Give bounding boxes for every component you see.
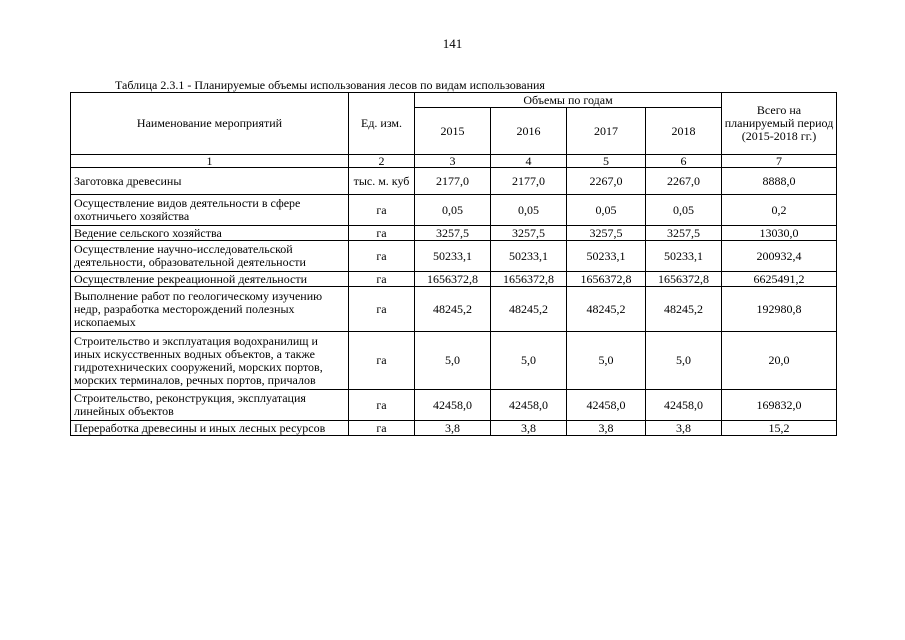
- value-cell: 48245,2: [567, 287, 646, 332]
- value-cell: 3257,5: [415, 226, 491, 241]
- activity-name: Заготовка древесины: [71, 168, 349, 195]
- table-caption: Таблица 2.3.1 - Планируемые объемы использования лесов по видам использования: [115, 78, 545, 92]
- unit-cell: га: [349, 195, 415, 226]
- unit-cell: га: [349, 287, 415, 332]
- value-cell: 2267,0: [567, 168, 646, 195]
- table-row: [71, 226, 837, 241]
- activity-name: Строительство и эксплуатация водохранилищ и иных искусственных водных объектов, а также гидротехнических сооружений, морских портов, морских терминалов, речных портов, причалов: [71, 332, 349, 390]
- header-total: Всего на планируемый период (2015-2018 гг.): [722, 93, 837, 155]
- value-cell: 1656372,8: [491, 272, 567, 287]
- table-row: [71, 390, 837, 421]
- table-row: [71, 332, 837, 390]
- value-cell: 48245,2: [491, 287, 567, 332]
- column-number: 5: [567, 155, 646, 168]
- table-row: [71, 421, 837, 436]
- activity-name: Строительство, реконструкция, эксплуатация линейных объектов: [71, 390, 349, 421]
- total-cell: 192980,8: [722, 287, 837, 332]
- total-cell: 13030,0: [722, 226, 837, 241]
- activity-name: Осуществление научно-исследовательской деятельности, образовательной деятельности: [71, 241, 349, 272]
- activity-name: Осуществление видов деятельности в сфере охотничьего хозяйства: [71, 195, 349, 226]
- value-cell: 1656372,8: [415, 272, 491, 287]
- column-number: 3: [415, 155, 491, 168]
- total-cell: 15,2: [722, 421, 837, 436]
- table-row: [71, 195, 837, 226]
- value-cell: 0,05: [491, 195, 567, 226]
- value-cell: 50233,1: [567, 241, 646, 272]
- header-unit: Ед. изм.: [349, 93, 415, 155]
- table-row: [71, 272, 837, 287]
- unit-cell: га: [349, 226, 415, 241]
- value-cell: 5,0: [415, 332, 491, 390]
- header-volumes-group: Объемы по годам: [415, 93, 722, 108]
- planned-volumes-table: [70, 92, 837, 436]
- column-number: 2: [349, 155, 415, 168]
- total-cell: 8888,0: [722, 168, 837, 195]
- value-cell: 42458,0: [567, 390, 646, 421]
- value-cell: 0,05: [646, 195, 722, 226]
- unit-cell: га: [349, 421, 415, 436]
- value-cell: 50233,1: [491, 241, 567, 272]
- value-cell: 42458,0: [646, 390, 722, 421]
- value-cell: 48245,2: [646, 287, 722, 332]
- value-cell: 5,0: [646, 332, 722, 390]
- unit-cell: тыс. м. куб: [349, 168, 415, 195]
- activity-name: Выполнение работ по геологическому изучению недр, разработка месторождений полезных ископаемых: [71, 287, 349, 332]
- value-cell: 50233,1: [415, 241, 491, 272]
- column-number: 1: [71, 155, 349, 168]
- header-year: 2016: [491, 108, 567, 155]
- value-cell: 3257,5: [491, 226, 567, 241]
- value-cell: 2267,0: [646, 168, 722, 195]
- activity-name: Ведение сельского хозяйства: [71, 226, 349, 241]
- value-cell: 1656372,8: [567, 272, 646, 287]
- activity-name: Переработка древесины и иных лесных ресурсов: [71, 421, 349, 436]
- total-cell: 20,0: [722, 332, 837, 390]
- value-cell: 1656372,8: [646, 272, 722, 287]
- value-cell: 5,0: [567, 332, 646, 390]
- header-year: 2015: [415, 108, 491, 155]
- value-cell: 50233,1: [646, 241, 722, 272]
- header-year: 2018: [646, 108, 722, 155]
- table-row: [71, 287, 837, 332]
- value-cell: 42458,0: [491, 390, 567, 421]
- value-cell: 48245,2: [415, 287, 491, 332]
- value-cell: 5,0: [491, 332, 567, 390]
- column-number: 6: [646, 155, 722, 168]
- total-cell: 169832,0: [722, 390, 837, 421]
- column-number: 7: [722, 155, 837, 168]
- value-cell: 3,8: [491, 421, 567, 436]
- total-cell: 6625491,2: [722, 272, 837, 287]
- value-cell: 3,8: [567, 421, 646, 436]
- header-name: Наименование мероприятий: [71, 93, 349, 155]
- value-cell: 3,8: [415, 421, 491, 436]
- activity-name: Осуществление рекреационной деятельности: [71, 272, 349, 287]
- value-cell: 3,8: [646, 421, 722, 436]
- value-cell: 3257,5: [567, 226, 646, 241]
- unit-cell: га: [349, 272, 415, 287]
- total-cell: 0,2: [722, 195, 837, 226]
- value-cell: 2177,0: [491, 168, 567, 195]
- column-number: 4: [491, 155, 567, 168]
- value-cell: 0,05: [415, 195, 491, 226]
- unit-cell: га: [349, 332, 415, 390]
- table-row: [71, 241, 837, 272]
- unit-cell: га: [349, 241, 415, 272]
- header-year: 2017: [567, 108, 646, 155]
- value-cell: 2177,0: [415, 168, 491, 195]
- total-cell: 200932,4: [722, 241, 837, 272]
- unit-cell: га: [349, 390, 415, 421]
- value-cell: 3257,5: [646, 226, 722, 241]
- page-number: 141: [442, 36, 463, 51]
- table-row: [71, 168, 837, 195]
- value-cell: 42458,0: [415, 390, 491, 421]
- value-cell: 0,05: [567, 195, 646, 226]
